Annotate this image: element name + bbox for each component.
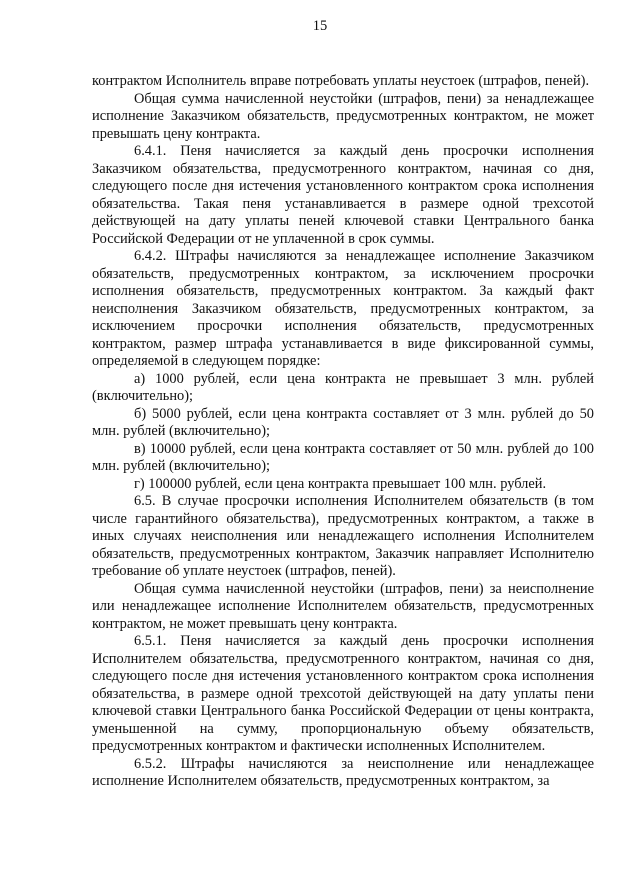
paragraph-6-5-1: 6.5.1. Пеня начисляется за каждый день просрочки исполнения Исполнителем обязательства, предусмотренного контрактом, начиная со дня, следующего после дня истечения установленного контрактом срока исполнения обязательства, в размере одной трехсотой действующей на дату уплаты пени ключевой ставки Центрального банка Российской Федерации от цены контракта, уменьшенной на сумму, пропорциональную объему обязательств, предусмотренных контрактом и фактически исполненных Исполнителем.: [92, 633, 594, 754]
list-item-b: б) 5000 рублей, если цена контракта составляет от 3 млн. рублей до 50 млн. рублей (включительно);: [92, 405, 594, 439]
document-body: [92, 73, 594, 791]
page-number: 15: [312, 18, 328, 34]
paragraph-6-5-2: 6.5.2. Штрафы начисляются за неисполнение или ненадлежащее исполнение Исполнителем обязательств, предусмотренных контрактом, за: [92, 755, 594, 789]
paragraph-6-4-1: 6.4.1. Пеня начисляется за каждый день просрочки исполнения Заказчиком обязательства, предусмотренного контрактом, начиная со дня, следующего после дня истечения установленного контрактом срока исполнения обязательства. Такая пеня устанавливается в размере одной трехсотой действующей на дату уплаты пеней ключевой ставки Центрального банка Российской Федерации от не уплаченной в срок суммы.: [92, 143, 594, 247]
paragraph-total-penalty-contractor: Общая сумма начисленной неустойки (штрафов, пени) за неисполнение или ненадлежащее исполнение Исполнителем обязательств, предусмотренных контрактом, не может превышать цену контракта.: [92, 580, 594, 632]
list-item-v: в) 10000 рублей, если цена контракта составляет от 50 млн. рублей до 100 млн. рублей (включительно);: [92, 440, 594, 474]
list-item-a: а) 1000 рублей, если цена контракта не превышает 3 млн. рублей (включительно);: [92, 370, 594, 404]
paragraph-total-penalty-customer: Общая сумма начисленной неустойки (штрафов, пени) за ненадлежащее исполнение Заказчиком обязательств, предусмотренных контрактом, не может превышать цену контракта.: [92, 90, 594, 142]
list-item-g: г) 100000 рублей, если цена контракта превышает 100 млн. рублей.: [134, 475, 547, 492]
paragraph-6-5: 6.5. В случае просрочки исполнения Исполнителем обязательств (в том числе гарантийного обязательства), предусмотренных контрактом, а также в иных случаях неисполнения или ненадлежащего исполнения Исполнителем обязательств, предусмотренных контрактом, Заказчик направляет Исполнителю требование об уплате неустоек (штрафов, пеней).: [92, 493, 594, 579]
paragraph-continuation: контрактом Исполнитель вправе потребовать уплаты неустоек (штрафов, пеней).: [92, 73, 590, 89]
paragraph-6-4-2: 6.4.2. Штрафы начисляются за ненадлежащее исполнение Заказчиком обязательств, предусмотренных контрактом, за исключением просрочки исполнения обязательств, предусмотренных контрактом. За каждый факт неисполнения Заказчиком обязательств, предусмотренных контрактом, за исключением просрочки исполнения обязательств, предусмотренных контрактом, размер штрафа устанавливается в виде фиксированной суммы, определяемой в следующем порядке:: [92, 248, 594, 369]
